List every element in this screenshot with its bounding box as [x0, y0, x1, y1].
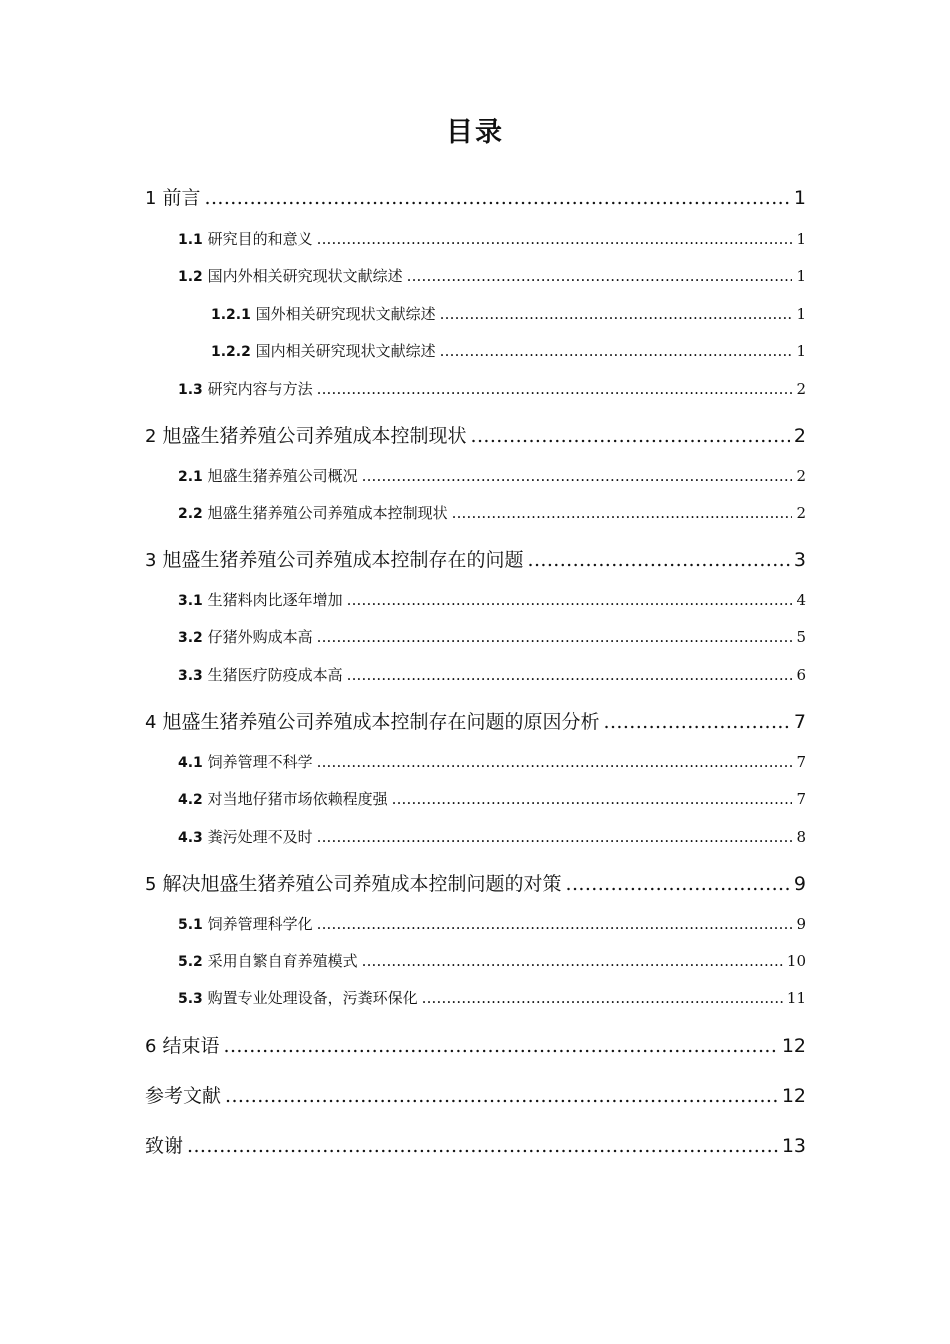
dot-leader	[452, 504, 793, 522]
toc-entry-text: 国内相关研究现状文献综述	[255, 342, 436, 360]
toc-entry-number: 1	[145, 188, 157, 209]
toc-entry-number: 3.3	[178, 668, 203, 684]
toc-page-number: 1	[796, 267, 806, 285]
toc-entry-number: 4.2	[178, 792, 203, 808]
toc-entry[interactable]	[178, 987, 806, 1008]
dot-leader	[362, 467, 793, 485]
toc-entry-number: 2	[145, 426, 157, 447]
toc-entry-label	[145, 545, 524, 572]
toc-entry-number: 3.2	[178, 630, 203, 646]
toc-entry[interactable]	[145, 545, 806, 572]
toc-page-number: 1	[793, 187, 806, 209]
toc-entry-label	[145, 421, 467, 448]
toc-entry[interactable]	[178, 589, 806, 610]
toc-entry-label	[178, 751, 313, 772]
toc-page-number: 7	[796, 790, 806, 808]
toc-entry-number: 2.1	[178, 469, 203, 485]
toc-entry-number: 4	[145, 712, 157, 733]
toc-entry-text: 饲养管理科学化	[207, 915, 313, 933]
dot-leader	[205, 187, 790, 209]
dot-leader	[317, 230, 793, 248]
toc-entry-label	[178, 265, 403, 286]
toc-page-number: 11	[786, 989, 806, 1007]
toc-entry-text: 粪污处理不及时	[207, 828, 313, 846]
toc-page-number: 8	[796, 828, 806, 846]
dot-leader	[347, 666, 793, 684]
toc-entry-label	[178, 502, 448, 523]
toc-entry[interactable]	[178, 950, 806, 971]
toc-entry-label	[145, 869, 562, 896]
toc-entry-text: 饲养管理不科学	[207, 753, 313, 771]
toc-entry[interactable]	[178, 502, 806, 523]
toc-entry-text: 致谢	[145, 1135, 184, 1157]
toc-entry[interactable]	[145, 1081, 806, 1108]
toc-entry-label	[178, 228, 313, 249]
toc-entry-text: 前言	[162, 187, 201, 209]
toc-page-number: 1	[796, 230, 806, 248]
toc-page-number: 9	[796, 915, 806, 933]
dot-leader	[604, 711, 790, 733]
toc-page-number: 7	[793, 711, 806, 733]
toc-entry[interactable]	[145, 869, 806, 896]
toc-entry[interactable]	[178, 788, 806, 809]
toc-entry-number: 4.3	[178, 830, 203, 846]
dot-leader	[317, 753, 793, 771]
toc-entry[interactable]	[178, 664, 806, 685]
toc-entry-text: 结束语	[162, 1035, 220, 1057]
toc-page-number: 2	[796, 467, 806, 485]
toc-entry[interactable]	[145, 183, 806, 210]
toc-entry-label	[178, 913, 313, 934]
toc-entry[interactable]	[211, 303, 806, 324]
page-title: 目录	[446, 117, 504, 148]
dot-leader	[224, 1035, 778, 1057]
dot-leader	[440, 305, 793, 323]
toc-entry-number: 1.3	[178, 382, 203, 398]
toc-page-number: 2	[793, 425, 806, 447]
toc-entry-text: 旭盛生猪养殖公司概况	[207, 467, 358, 485]
toc-entry-label	[145, 183, 201, 210]
toc-entry-text: 旭盛生猪养殖公司养殖成本控制存在问题的原因分析	[162, 711, 600, 733]
toc-entry-label	[211, 340, 436, 361]
toc-entry[interactable]	[178, 228, 806, 249]
toc-page-number: 2	[796, 380, 806, 398]
toc-page-number: 10	[786, 952, 806, 970]
dot-leader	[187, 1135, 778, 1157]
toc-entry-label	[178, 788, 388, 809]
toc-entry[interactable]	[178, 465, 806, 486]
toc-page-number: 6	[796, 666, 806, 684]
toc-entry[interactable]	[145, 421, 806, 448]
toc-entry-label	[178, 664, 343, 685]
dot-leader	[422, 989, 783, 1007]
toc-entry[interactable]	[211, 340, 806, 361]
toc-entry-number: 6	[145, 1036, 157, 1057]
toc-entry[interactable]	[145, 707, 806, 734]
toc-entry-label	[145, 707, 600, 734]
toc-entry-text: 研究内容与方法	[207, 380, 313, 398]
dot-leader	[471, 425, 790, 447]
toc-entry-label	[145, 1081, 221, 1108]
toc-entry-text: 国内外相关研究现状文献综述	[207, 267, 403, 285]
toc-page-number: 1	[796, 305, 806, 323]
dot-leader	[566, 873, 790, 895]
toc-entry-text: 购置专业处理设备，污粪环保化	[207, 989, 418, 1007]
toc-entry-label	[145, 1131, 183, 1158]
toc-page-number: 12	[781, 1035, 806, 1057]
toc-entry-text: 对当地仔猪市场依赖程度强	[207, 790, 388, 808]
toc-page-number: 1	[796, 342, 806, 360]
toc-entry-number: 5	[145, 874, 157, 895]
toc-entry-text: 解决旭盛生猪养殖公司养殖成本控制问题的对策	[162, 873, 562, 895]
toc-entry[interactable]	[145, 1031, 806, 1058]
dot-leader	[317, 915, 793, 933]
toc-page-number: 4	[796, 591, 806, 609]
dot-leader	[362, 952, 783, 970]
toc-entry-text: 采用自繁自育养殖模式	[207, 952, 358, 970]
toc-entry-text: 研究目的和意义	[207, 230, 313, 248]
toc-entry-label	[178, 987, 418, 1008]
toc-entry-label	[178, 378, 313, 399]
toc-entry-text: 参考文献	[145, 1085, 222, 1107]
toc-entry-label	[145, 1031, 220, 1058]
dot-leader	[347, 591, 793, 609]
toc-entry-text: 旭盛生猪养殖公司养殖成本控制现状	[207, 504, 448, 522]
dot-leader	[392, 790, 793, 808]
toc-entry-label	[178, 826, 313, 847]
toc-page-number: 5	[796, 628, 806, 646]
toc-page-number: 2	[796, 504, 806, 522]
toc-entry-number: 4.1	[178, 755, 203, 771]
dot-leader	[407, 267, 793, 285]
dot-leader	[528, 549, 790, 571]
toc-entry-number: 1.2	[178, 269, 203, 285]
toc-entry-number: 2.2	[178, 506, 203, 522]
dot-leader	[317, 628, 793, 646]
dot-leader	[317, 380, 793, 398]
toc-entry[interactable]	[145, 1131, 806, 1158]
toc-page-number: 9	[793, 873, 806, 895]
dot-leader	[225, 1085, 778, 1107]
dot-leader	[317, 828, 793, 846]
toc-page-number: 3	[793, 549, 806, 571]
dot-leader	[440, 342, 793, 360]
toc-entry-text: 生猪医疗防疫成本高	[207, 666, 343, 684]
toc-entry[interactable]	[178, 378, 806, 399]
toc-entry-number: 5.3	[178, 991, 203, 1007]
toc-entry-label	[178, 950, 358, 971]
toc-entry[interactable]	[178, 626, 806, 647]
toc-entry-text: 旭盛生猪养殖公司养殖成本控制现状	[162, 425, 467, 447]
toc-entry-number: 1.1	[178, 232, 203, 248]
toc-entry[interactable]	[178, 751, 806, 772]
toc-entry-number: 5.2	[178, 954, 203, 970]
toc-entry-text: 国外相关研究现状文献综述	[255, 305, 436, 323]
toc-entry-number: 3	[145, 550, 157, 571]
toc-entry-number: 1.2.1	[211, 307, 251, 323]
toc-page-number: 12	[781, 1085, 806, 1107]
toc-entry-text: 生猪料肉比逐年增加	[207, 591, 343, 609]
toc-entry[interactable]	[178, 826, 806, 847]
toc-entry-number: 3.1	[178, 593, 203, 609]
toc-entry-label	[211, 303, 436, 324]
toc-entry-text: 旭盛生猪养殖公司养殖成本控制存在的问题	[162, 549, 524, 571]
toc-page-number: 13	[781, 1135, 806, 1157]
toc-entry-label	[178, 626, 313, 647]
toc-entry-label	[178, 465, 358, 486]
toc-entry-text: 仔猪外购成本高	[207, 628, 313, 646]
toc-entry[interactable]	[178, 913, 806, 934]
toc-entry-number: 1.2.2	[211, 344, 251, 360]
toc-entry-label	[178, 589, 343, 610]
toc-page-number: 7	[796, 753, 806, 771]
toc-entry-number: 5.1	[178, 917, 203, 933]
toc-entry[interactable]	[178, 265, 806, 286]
